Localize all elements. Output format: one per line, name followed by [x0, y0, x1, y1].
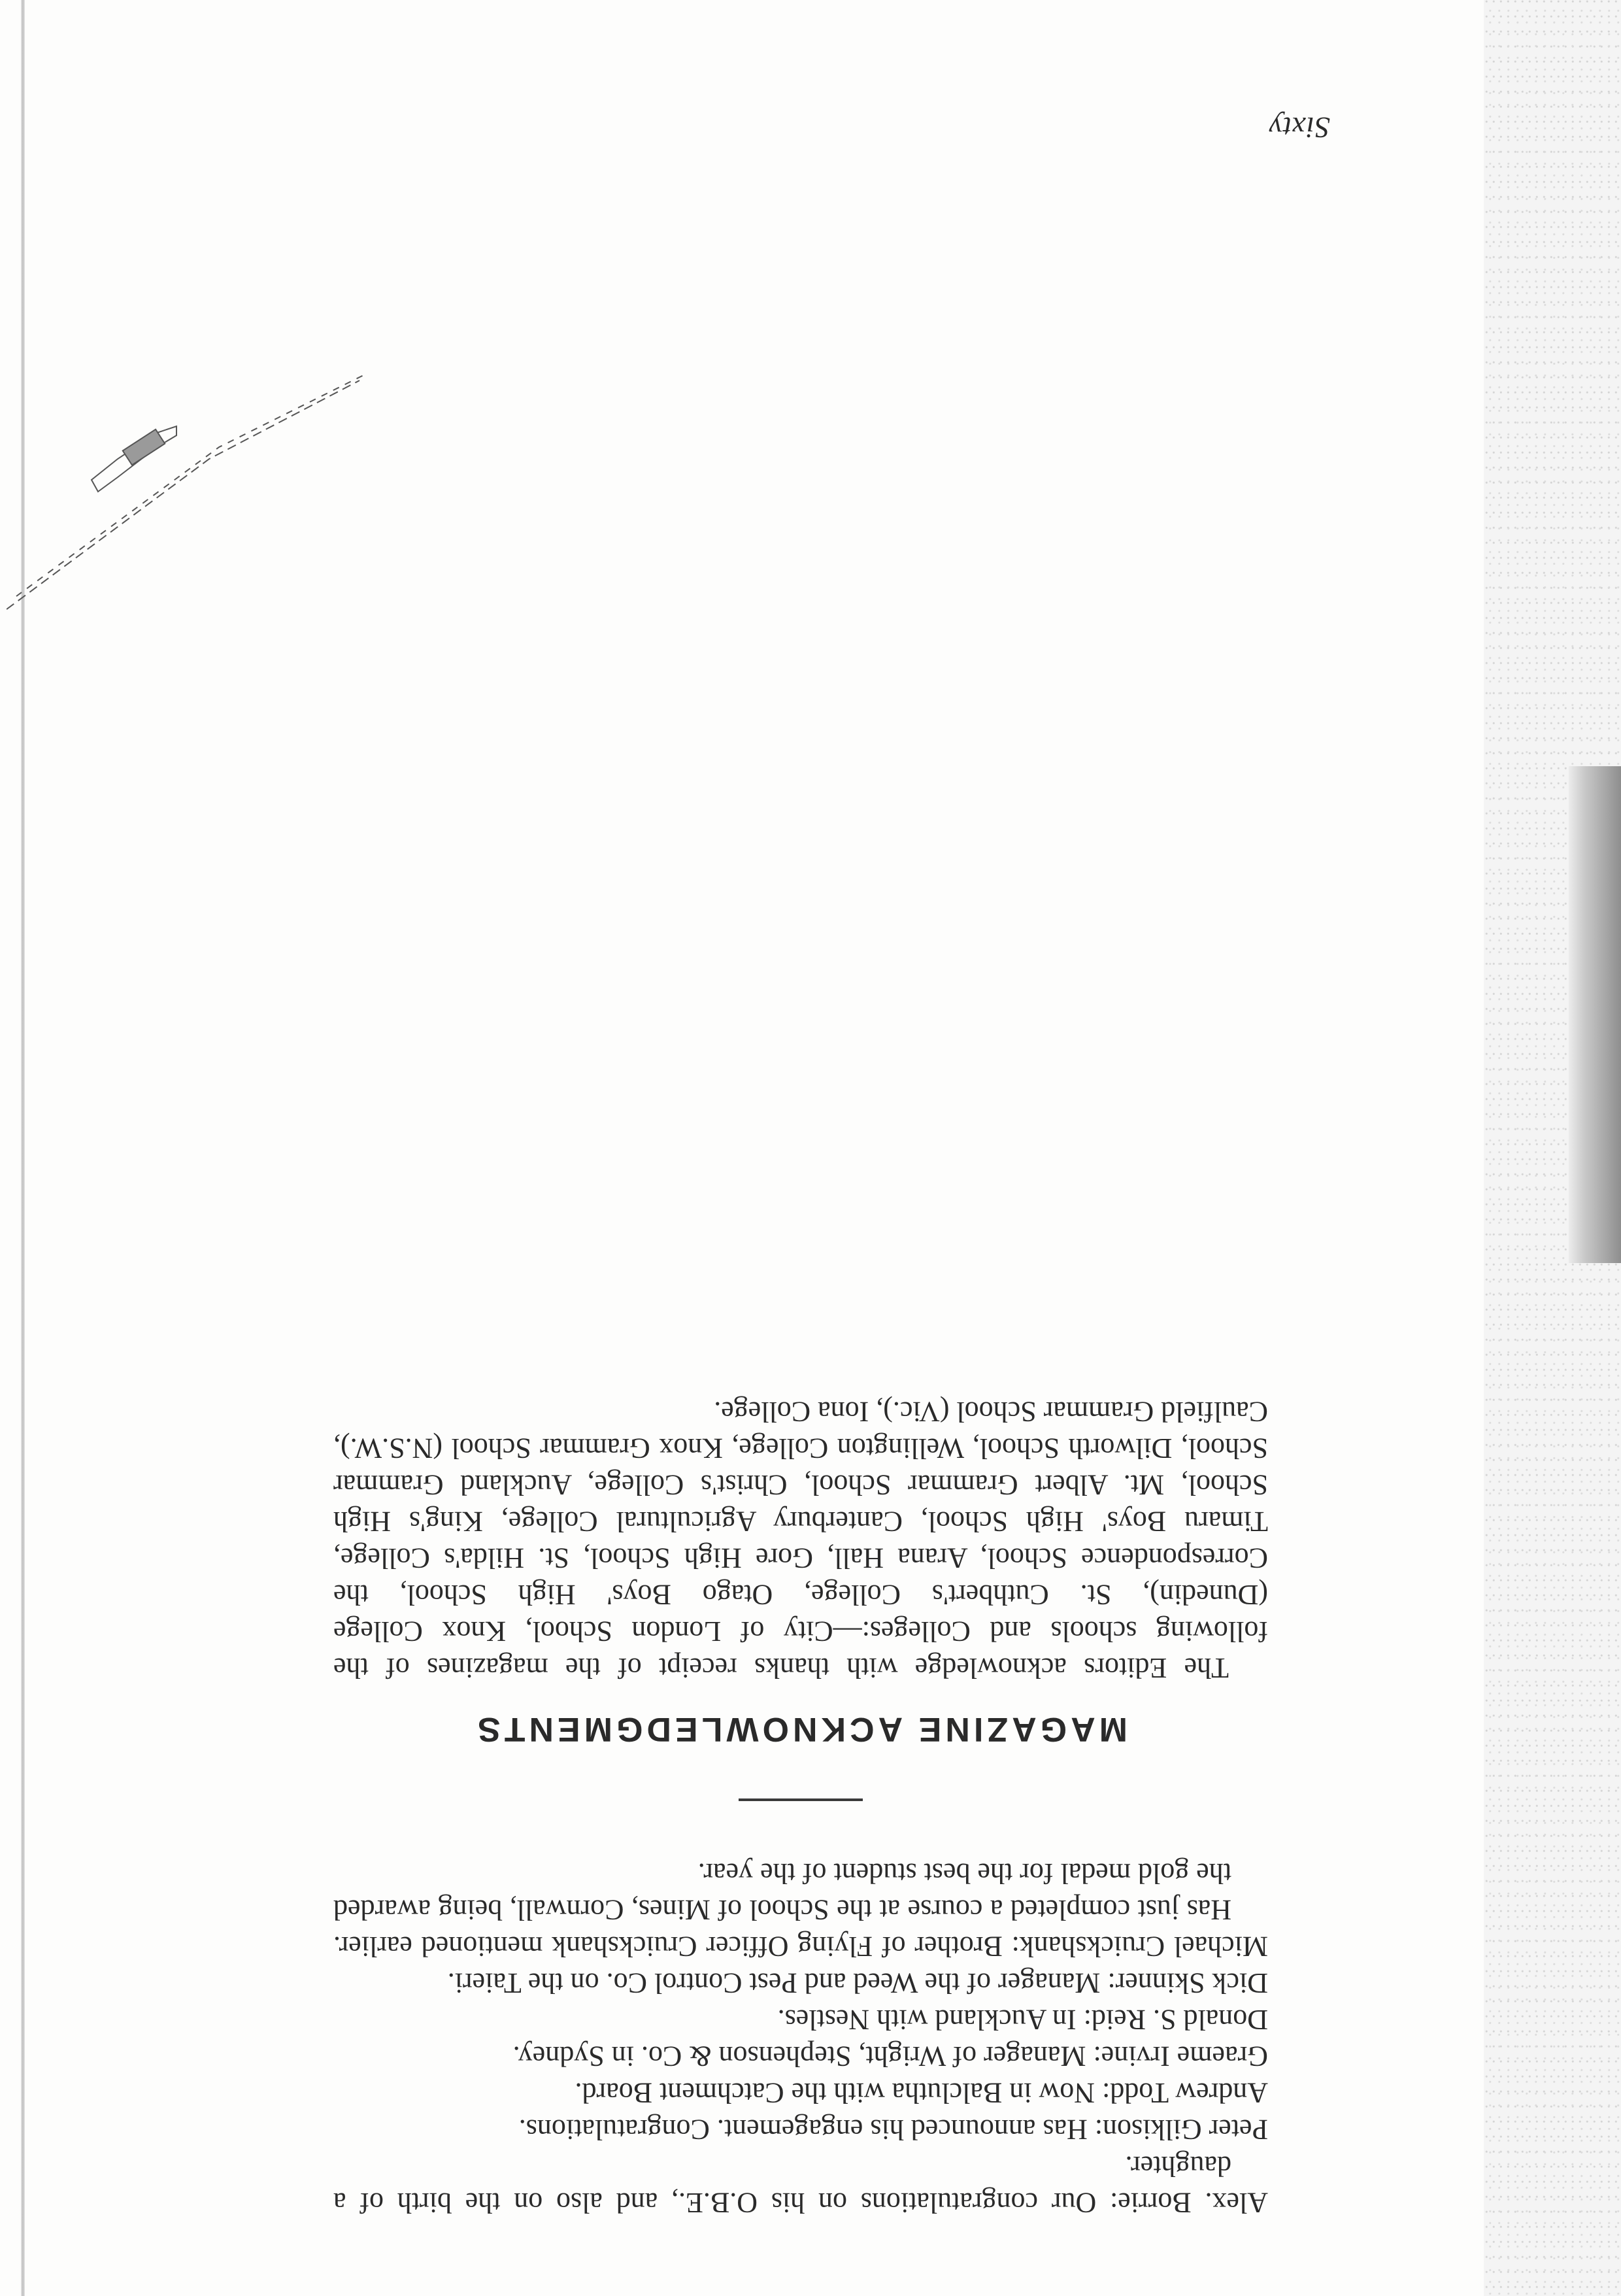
section-divider: [739, 1798, 863, 1801]
entry-reid: Donald S. Reid: In Auckland with Nestles.: [777, 2004, 1268, 2036]
entry-todd: Andrew Todd: Now in Balclutha with the Catchment Board.: [575, 2077, 1268, 2109]
acknowledgements-title: MAGAZINE ACKNOWLEDGMENTS: [473, 1710, 1128, 1748]
binding-shadow: [1569, 766, 1621, 1263]
entry-borrie: Alex. Borrie: Our congratulations on his O.B.E., and also on the birth of a daughter.: [333, 2150, 1268, 2219]
pencil-sketch-icon: [7, 374, 373, 622]
entry-gilkison: Peter Gilkison: Has announced his engagement. Congratulations.: [518, 2114, 1268, 2146]
page-number: Sixty: [1268, 111, 1330, 144]
entry-irvine: Graeme Irvine: Manager of Wright, Stephenson & Co. in Sydney.: [512, 2040, 1268, 2072]
page-fold-line: [21, 0, 25, 2296]
entry-skinner: Dick Skinner: Manager of the Weed and Pest Control Co. on the Taieri.: [447, 1967, 1268, 1999]
entry-cruickshank: Michael Cruickshank: Brother of Flying Officer Cruickshank mentioned earlier. Has just completed a course at the School of Mines, Cornwall, being awarded the gold medal for the best student of the year.: [333, 1857, 1268, 1963]
acknowledgements-body: The Editors acknowledge with thanks receipt of the magazines of the following schools and Colleges:—City of London School, Knox College (Dunedin), St. Cuthbert's College, Otago Boys' High School, the Correspondence School, Arana Hall, Gore High School, St. Hilda's College, Timaru Boys' High School, Canterbury Agricultural College, King's High School, Mt. Albert Grammar School, Christ's College, Auckland Grammar School, Dilworth School, Wellington College, Knox Grammar School (N.S.W.), Caulfield Grammar School (Vic.), Iona College.: [333, 1396, 1268, 1684]
text-block: [333, 1393, 1268, 2221]
